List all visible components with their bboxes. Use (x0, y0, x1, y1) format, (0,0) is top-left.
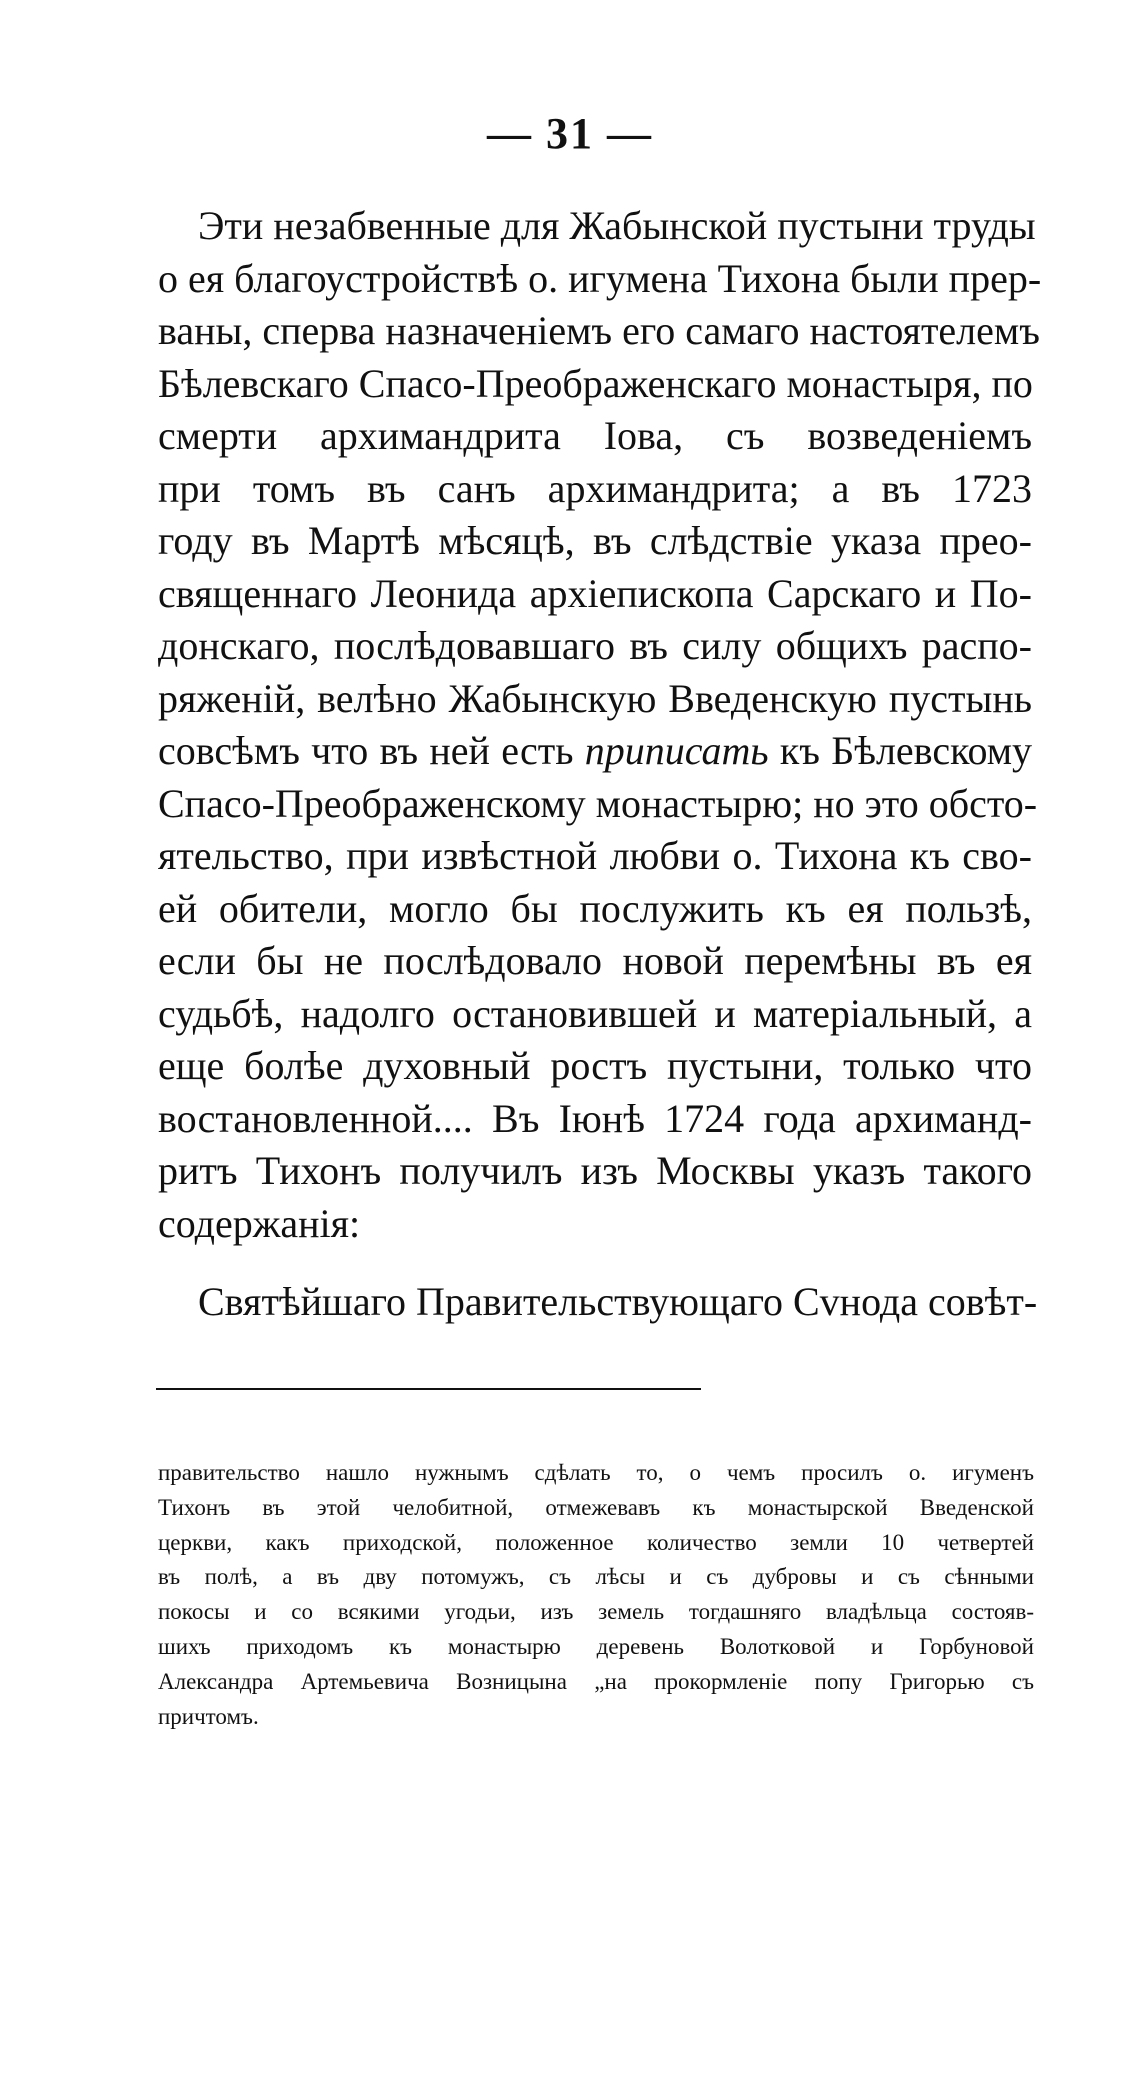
text-span: совсѣмъ что въ ней есть (158, 728, 574, 773)
footnote (158, 1456, 1034, 1734)
footnote-line: въ полѣ, а въ дву потомужъ, съ лѣсы и съ дубровы и съ сѣнными (158, 1564, 1034, 1590)
text-line: Эти незабвенные для Жабынской пустыни труды (198, 203, 1036, 248)
footnote-line: покосы и со всякими угодьи, изъ земель тогдашняго владѣльца состояв- (158, 1599, 1034, 1625)
footnote-line: правительство нашло нужнымъ сдѣлать то, о чемъ просилъ о. игуменъ (158, 1460, 1034, 1485)
text-line: Спасо-Преображенскому монастырю; но это обсто- (158, 780, 1038, 826)
text-line: ритъ Тихонъ получилъ изъ Москвы указъ такого (158, 1148, 1032, 1193)
text-line: содержанія: (158, 1200, 361, 1246)
text-line: ряженій, велѣно Жабынскую Введенскую пустынь (158, 675, 1032, 721)
paragraph-gap (158, 1250, 1032, 1276)
text-line: донскаго, послѣдовавшаго въ силу общихъ распо- (158, 623, 1032, 668)
footnote-line: церкви, какъ приходской, положенное количество земли 10 четвертей (158, 1529, 1034, 1555)
text-line: Святѣйшаго Правительствующаго Сvнода совѣт- (198, 1279, 1038, 1324)
text-line: судьбѣ, надолго остановившей и матеріальный, а (158, 990, 1032, 1036)
text-line: году въ Мартѣ мѣсяцѣ, въ слѣдствіе указа прео- (158, 518, 1032, 563)
text-line: если бы не послѣдовало новой перемѣны въ ея (158, 938, 1032, 983)
text-line: при томъ въ санъ архимандрита; а въ 1723 (158, 465, 1032, 511)
text-line-with-emphasis (158, 725, 1032, 778)
text-line: смерти архимандрита Іова, съ возведеніемъ (158, 413, 1032, 458)
footnote-line: Тихонъ въ этой челобитной, отмежевавъ къ монастырской Введенской (158, 1494, 1034, 1520)
text-line: еще болѣе духовный ростъ пустыни, только что (158, 1043, 1032, 1088)
emphasized-word: приписать (584, 728, 769, 773)
main-text (158, 200, 1042, 1329)
text-span: къ Бѣлевскому (779, 728, 1033, 773)
page-number: — 31 — (487, 109, 653, 158)
footnote-rule (156, 1388, 701, 1390)
text-line: ятельство, при извѣстной любви о. Тихона къ сво- (158, 833, 1032, 878)
footnote-line: причтомъ. (158, 1703, 259, 1729)
footnote-line: шихъ приходомъ къ монастырю деревень Волотковой и Горбуновой (158, 1633, 1034, 1659)
text-line: священнаго Леонида архіепископа Сарскаго и По- (158, 570, 1032, 616)
text-line: ей обители, могло бы послужить къ ея пользѣ, (158, 885, 1032, 931)
footnote-line: Александра Артемьевича Возницына „на прокормленіе попу Григорью съ (158, 1668, 1034, 1694)
text-line: Бѣлевскаго Спасо-Преображенскаго монастыря, по (158, 360, 1033, 406)
text-line: о ея благоустройствѣ о. игумена Тихона были прер- (158, 255, 1042, 301)
text-line: ваны, сперва назначеніемъ его самаго настоятелемъ (158, 308, 1040, 353)
text-line: востановленной.... Въ Іюнѣ 1724 года архиманд- (158, 1095, 1032, 1141)
